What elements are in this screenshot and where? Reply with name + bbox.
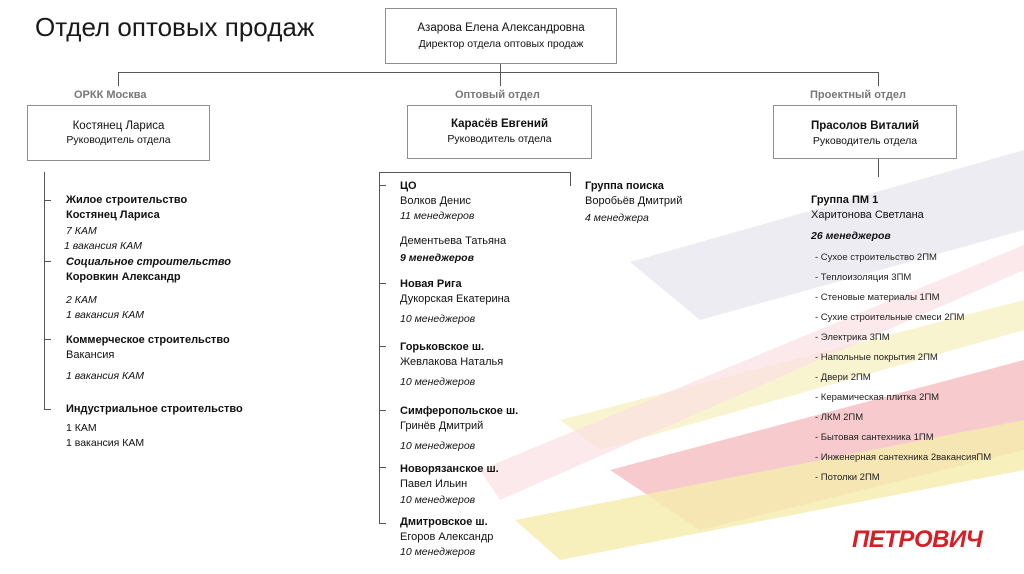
wholesale-tick [379,523,386,524]
group-person: Волков Денис [400,195,471,207]
group-kam: 7 КАМ [66,225,97,237]
group-person: Егоров Александр [400,531,494,543]
project-category-item: - Сухие строительные смеси 2ПМ [815,312,965,323]
group-kam: 2 КАМ [66,294,97,306]
group-person: Харитонова Светлана [811,209,924,221]
project-category-item: - Инженерная сантехника 2вакансияПМ [815,452,992,463]
group-person: Вакансия [66,349,115,361]
orkk-tick [44,409,51,410]
orkk-tick [44,200,51,201]
wholesale-group-co [400,179,474,224]
wholesale-search-branch [570,172,571,186]
group-name: Коммерческое строительство [66,334,230,346]
group-name: Группа ПМ 1 [811,194,879,206]
orkk-vertical-line [44,172,45,410]
project-category-item: - Потолки 2ПМ [815,472,880,483]
group-count: 10 менеджеров [400,546,476,558]
project-category-item: - Керамическая плитка 2ПМ [815,392,940,403]
group-vacancy: 1 вакансия КАМ [66,370,144,382]
orkk-group-industrial [66,402,243,451]
group-count: 11 менеджеров [400,210,475,222]
dept-head-name: Карасёв Евгений [450,118,549,130]
connector-horizontal [118,72,878,73]
group-vacancy: 1 вакансия КАМ [66,309,144,321]
wholesale-group-novoryazanskoe [400,462,499,508]
orkk-tick [44,261,51,262]
group-count: 10 менеджеров [400,376,476,388]
dept-label-project: Проектный отдел [810,89,906,101]
wholesale-group-dmitrovskoe [400,515,493,560]
dept-head-orkk [27,105,210,161]
dept-head-project [773,105,957,159]
wholesale-group-gorkovskoe [400,340,503,390]
group-person: Гринёв Дмитрий [400,420,484,432]
project-category-item: - Теплоизоляция 3ПМ [815,272,912,283]
group-count: 4 менеджера [585,212,649,224]
group-name: Группа поиска [585,180,664,192]
project-group-pm1 [811,193,924,244]
group-name: Индустриальное строительство [66,403,243,415]
group-person: Жевлакова Наталья [400,356,504,368]
wholesale-group-novaya-riga [400,277,510,327]
group-name: Новорязанское ш. [400,463,499,475]
group-kam: 1 КАМ [66,422,97,434]
orkk-tick [44,339,51,340]
petrovich-logo: ПЕТРОВИЧ [852,526,983,553]
group-person: Коровкин Александр [66,271,181,283]
group-person: Павел Ильин [400,478,468,490]
wholesale-vertical-line [379,172,380,524]
project-category-item: - Сухое строительство 2ПМ [815,252,937,263]
group-vacancy: 1 вакансия КАМ [64,240,142,252]
group-person: Дементьева Татьяна [400,235,507,247]
director-position: Директор отдела оптовых продаж [418,38,584,50]
group-count: 10 менеджеров [400,440,476,452]
dept-head-name: Прасолов Виталий [810,120,920,132]
dept-label-wholesale: Оптовый отдел [455,89,540,101]
dept-label-orkk: ОРКК Москва [74,89,147,101]
wholesale-tick [379,467,386,468]
group-person: Воробьёв Дмитрий [585,195,683,207]
group-name: Дмитровское ш. [400,516,488,528]
director-name: Азарова Елена Александровна [417,22,585,34]
project-category-item: - Стеновые материалы 1ПМ [815,292,940,303]
project-category-item: - ЛКМ 2ПМ [815,412,864,423]
wholesale-tick [379,346,386,347]
group-name: Новая Рига [400,278,462,290]
group-name: ЦО [400,180,417,192]
dept-head-wholesale [407,105,592,159]
dept-head-position: Руководитель отдела [447,133,552,145]
group-person: Дукорская Екатерина [400,293,510,305]
connector-right [878,72,879,86]
dept-head-name: Костянец Лариса [72,120,165,132]
wholesale-group-dementieva [400,234,506,266]
project-category-item: - Двери 2ПМ [815,372,871,383]
wholesale-tick [379,410,386,411]
group-name: Симферопольское ш. [400,405,519,417]
director-box [385,8,617,64]
page-title: Отдел оптовых продаж [35,12,315,42]
dept-head-position: Руководитель отдела [812,135,918,147]
wholesale-tick [379,185,386,186]
wholesale-search-group [585,179,682,226]
wholesale-top-horizontal [379,172,570,173]
wholesale-group-simferopolskoe [400,404,518,454]
connector-middle [500,72,501,86]
group-person: Костянец Лариса [66,209,160,221]
group-vacancy: 1 вакансия КАМ [66,437,145,449]
orkk-group-commercial [66,333,230,384]
wholesale-tick [379,283,386,284]
connector-left [118,72,119,86]
group-name: Горьковское ш. [400,341,485,353]
project-category-item: - Напольные покрытия 2ПМ [815,352,938,363]
group-count: 10 менеджеров [400,313,476,325]
orkk-group-residential [66,193,187,254]
orkk-group-social [66,255,231,323]
group-name: Жилое строительство [66,194,188,206]
project-category-item: - Электрика 3ПМ [815,332,890,343]
group-count: 9 менеджеров [400,252,474,264]
dept-head-position: Руководитель отдела [66,134,171,146]
group-count: 26 менеджеров [811,230,891,242]
project-category-item: - Бытовая сантехника 1ПМ [815,432,934,443]
project-vertical-line [878,157,879,177]
group-name: Социальное строительство [66,256,231,268]
group-count: 10 менеджеров [400,494,476,506]
